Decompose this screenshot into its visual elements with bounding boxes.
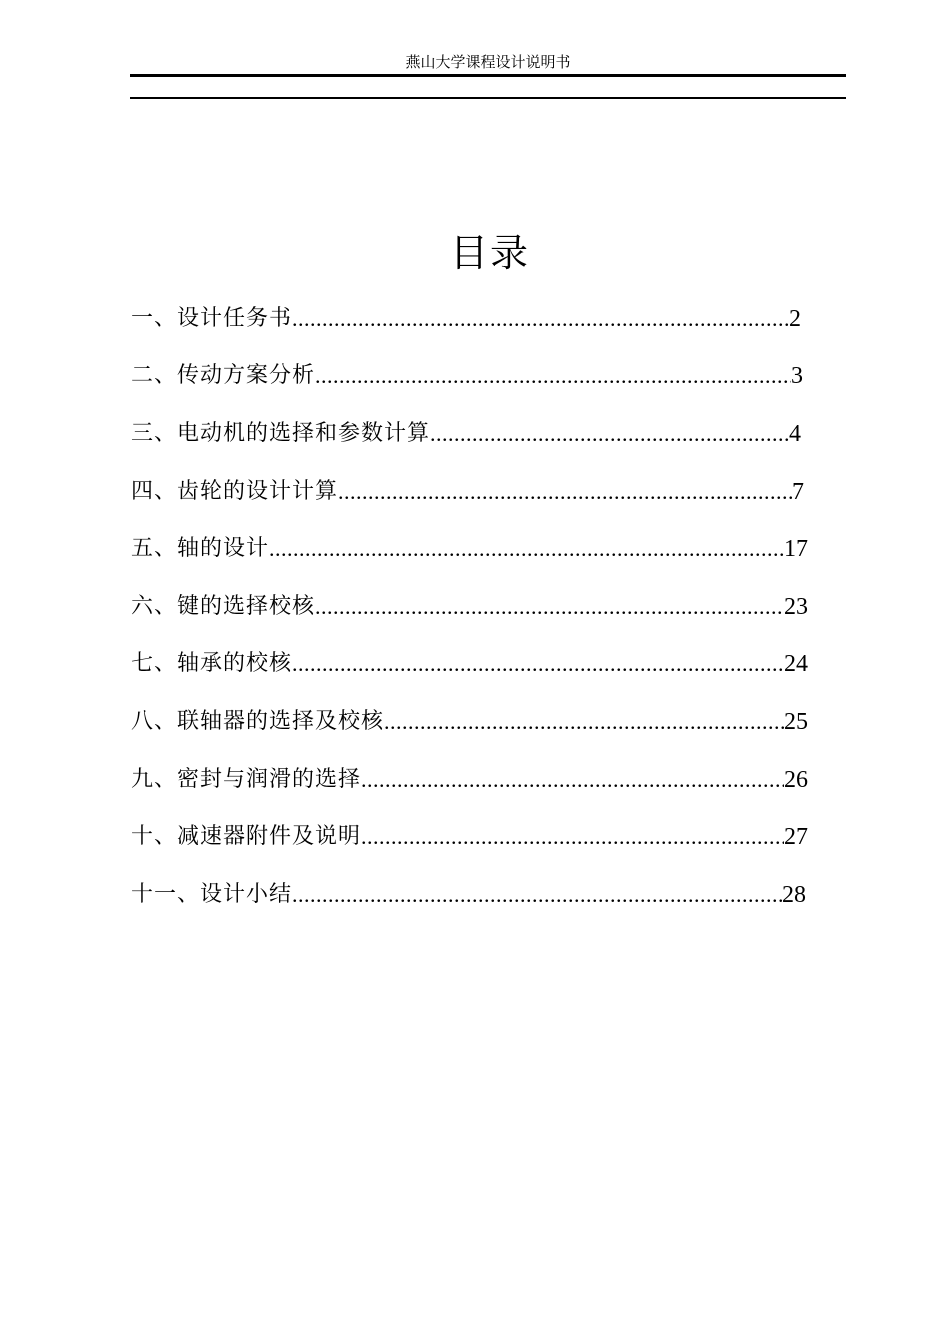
toc-entry-page: 2 (789, 305, 801, 332)
toc-entry-page: 25 (784, 708, 808, 735)
toc-dot-leader (269, 529, 784, 569)
toc-dot-leader (292, 875, 782, 915)
toc-entry-label: 一、设计任务书 (131, 305, 293, 331)
toc-dot-leader (361, 760, 784, 800)
toc-entry-page: 24 (784, 651, 808, 678)
toc-entry[interactable] (131, 693, 808, 751)
toc-list (131, 290, 821, 924)
toc-entry-page: 26 (784, 766, 808, 793)
toc-entry-label: 五、轴的设计 (131, 536, 270, 562)
toc-entry-label: 九、密封与润滑的选择 (131, 766, 362, 792)
toc-dot-leader (315, 356, 791, 396)
toc-entry-label: 八、联轴器的选择及校核 (131, 708, 385, 734)
toc-dot-leader (292, 644, 784, 684)
toc-entry-label: 十、减速器附件及说明 (131, 824, 362, 850)
toc-dot-leader (430, 414, 789, 454)
running-header-title: 燕山大学课程设计说明书 (405, 53, 571, 71)
header-rule-thick (130, 74, 846, 77)
header-rule-thin (130, 97, 846, 99)
toc-entry-label: 三、电动机的选择和参数计算 (131, 420, 431, 446)
toc-entry[interactable] (131, 751, 808, 809)
toc-entry-page: 7 (792, 478, 804, 505)
toc-dot-leader (338, 472, 792, 512)
toc-dot-leader (361, 817, 784, 857)
toc-dot-leader (315, 587, 784, 627)
toc-entry-page: 27 (784, 824, 808, 851)
toc-entry[interactable] (131, 405, 801, 463)
toc-entry[interactable] (131, 578, 808, 636)
toc-entry[interactable] (131, 463, 804, 521)
toc-entry[interactable] (131, 520, 808, 578)
toc-dot-leader (384, 702, 784, 742)
toc-entry[interactable] (131, 290, 801, 348)
toc-entry-label: 二、传动方案分析 (131, 363, 316, 389)
toc-entry-page: 17 (784, 536, 808, 563)
toc-dot-leader (292, 299, 789, 339)
toc-entry[interactable] (131, 808, 808, 866)
toc-entry[interactable] (131, 348, 803, 406)
toc-entry[interactable] (131, 866, 806, 924)
toc-entry-label: 六、键的选择校核 (131, 593, 316, 619)
toc-heading: 目录 (449, 231, 530, 275)
toc-entry-page: 3 (791, 363, 803, 390)
toc-entry-label: 十一、设计小结 (131, 881, 293, 907)
toc-entry[interactable] (131, 636, 808, 694)
toc-entry-page: 28 (782, 881, 806, 908)
toc-entry-label: 七、轴承的校核 (131, 651, 293, 677)
toc-entry-page: 23 (784, 593, 808, 620)
toc-entry-label: 四、齿轮的设计计算 (131, 478, 339, 504)
toc-entry-page: 4 (789, 420, 801, 447)
